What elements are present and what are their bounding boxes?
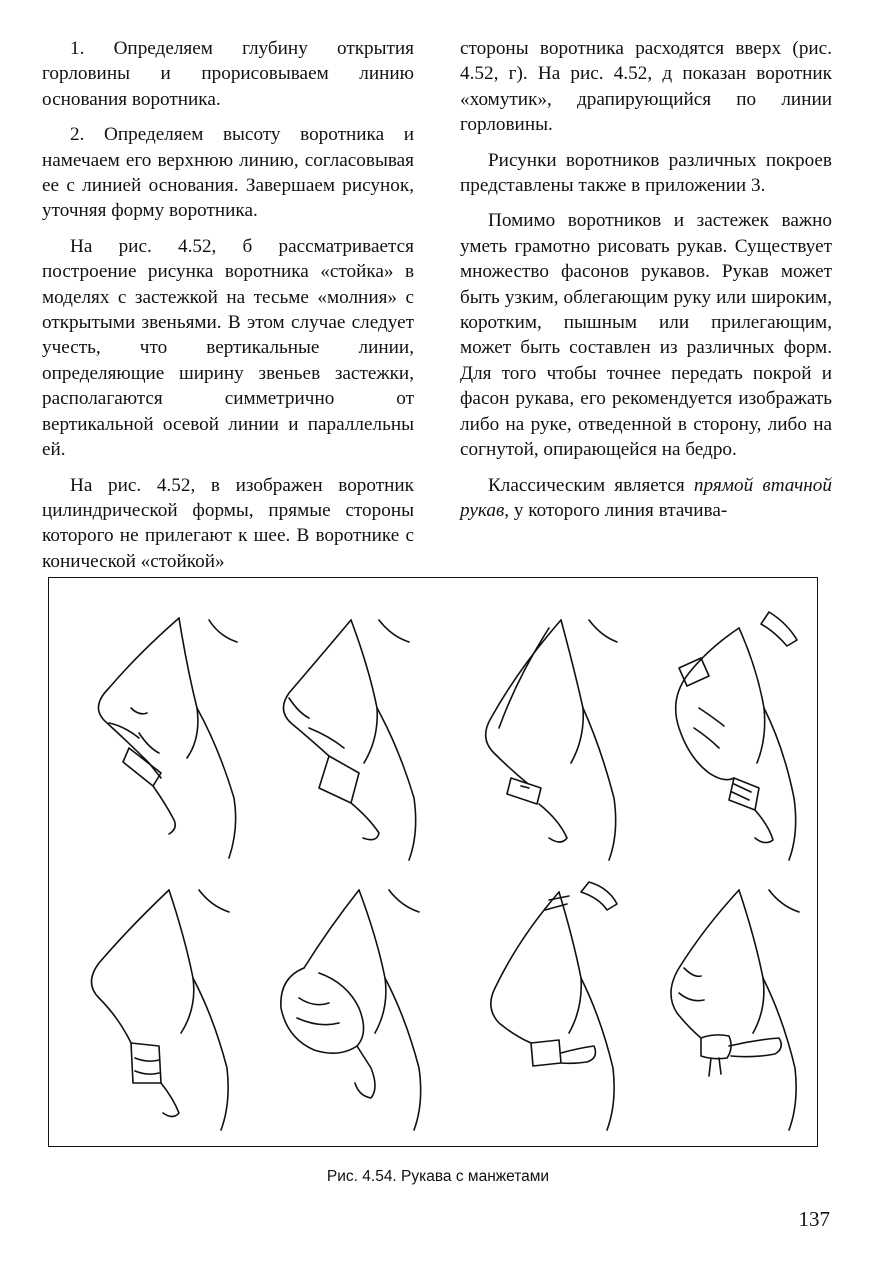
- sleeve-drawing-3: [486, 620, 617, 860]
- text-run: Классическим является: [488, 474, 694, 496]
- left-text-column: [42, 36, 414, 584]
- paragraph: [460, 473, 832, 524]
- page-number: 137: [798, 1207, 830, 1231]
- paragraph: На рис. 4.52, б рассматривается построение рисунка воротника «стойка» в моделях с застежкой на тесьме «молния» с открытыми звеньями. В этом случае следует учесть, что вертикальные линии, определяющие ширину звеньев застежки, располагаются симметрично от вертикальной осевой линии и параллельны ей.: [42, 235, 414, 461]
- sleeve-illustrations: [49, 578, 817, 1146]
- sleeve-drawing-6: [281, 890, 421, 1130]
- sleeve-drawing-8: [671, 890, 799, 1130]
- italic-term: прямой втачной рукав: [460, 474, 832, 521]
- text-run: , у которого линия втачива-: [504, 499, 728, 521]
- paragraph: Рисунки воротников различных покроев представлены также в приложении 3.: [460, 149, 832, 197]
- sleeve-drawing-4: [676, 612, 797, 860]
- paragraph: Помимо воротников и застежек важно уметь грамотно рисовать рукав. Существует множество фасонов рукавов. Рукав может быть узким, облегающим руку или широким, коротким, пышным или прилегающим, может быть составлен из различных форм. Для того чтобы точнее передать покрой и фасон рукава, его рекомендуется изображать либо на руке, отведенной в сторону, либо на согнутой, опирающейся на бедро.: [460, 210, 832, 461]
- paragraph: стороны воротника расходятся вверх (рис. 4.52, г). На рис. 4.52, д показан воротник «хомутик», драпирующийся по линии горловины.: [460, 38, 832, 136]
- figure-caption: Рис. 4.54. Рукава с манжетами: [326, 1168, 550, 1185]
- paragraph: 1. Определяем глубину открытия горловины и прорисовываем линию основания воротника.: [42, 38, 414, 110]
- sleeve-drawing-2: [283, 620, 415, 860]
- sleeve-drawing-7: [491, 882, 617, 1130]
- figure-frame: [48, 577, 818, 1147]
- sleeve-drawing-1: [98, 618, 237, 858]
- sleeve-drawing-5: [92, 890, 230, 1130]
- paragraph: 2. Определяем высоту воротника и намечаем его верхнюю линию, согласовывая ее с линией основания. Завершаем рисунок, уточняя форму воротника.: [42, 124, 414, 222]
- paragraph: На рис. 4.52, в изображен воротник цилиндрической формы, прямые стороны которого не прилегают к шее. В воротнике с конической «стойкой»: [42, 474, 414, 572]
- right-text-column: [460, 36, 832, 533]
